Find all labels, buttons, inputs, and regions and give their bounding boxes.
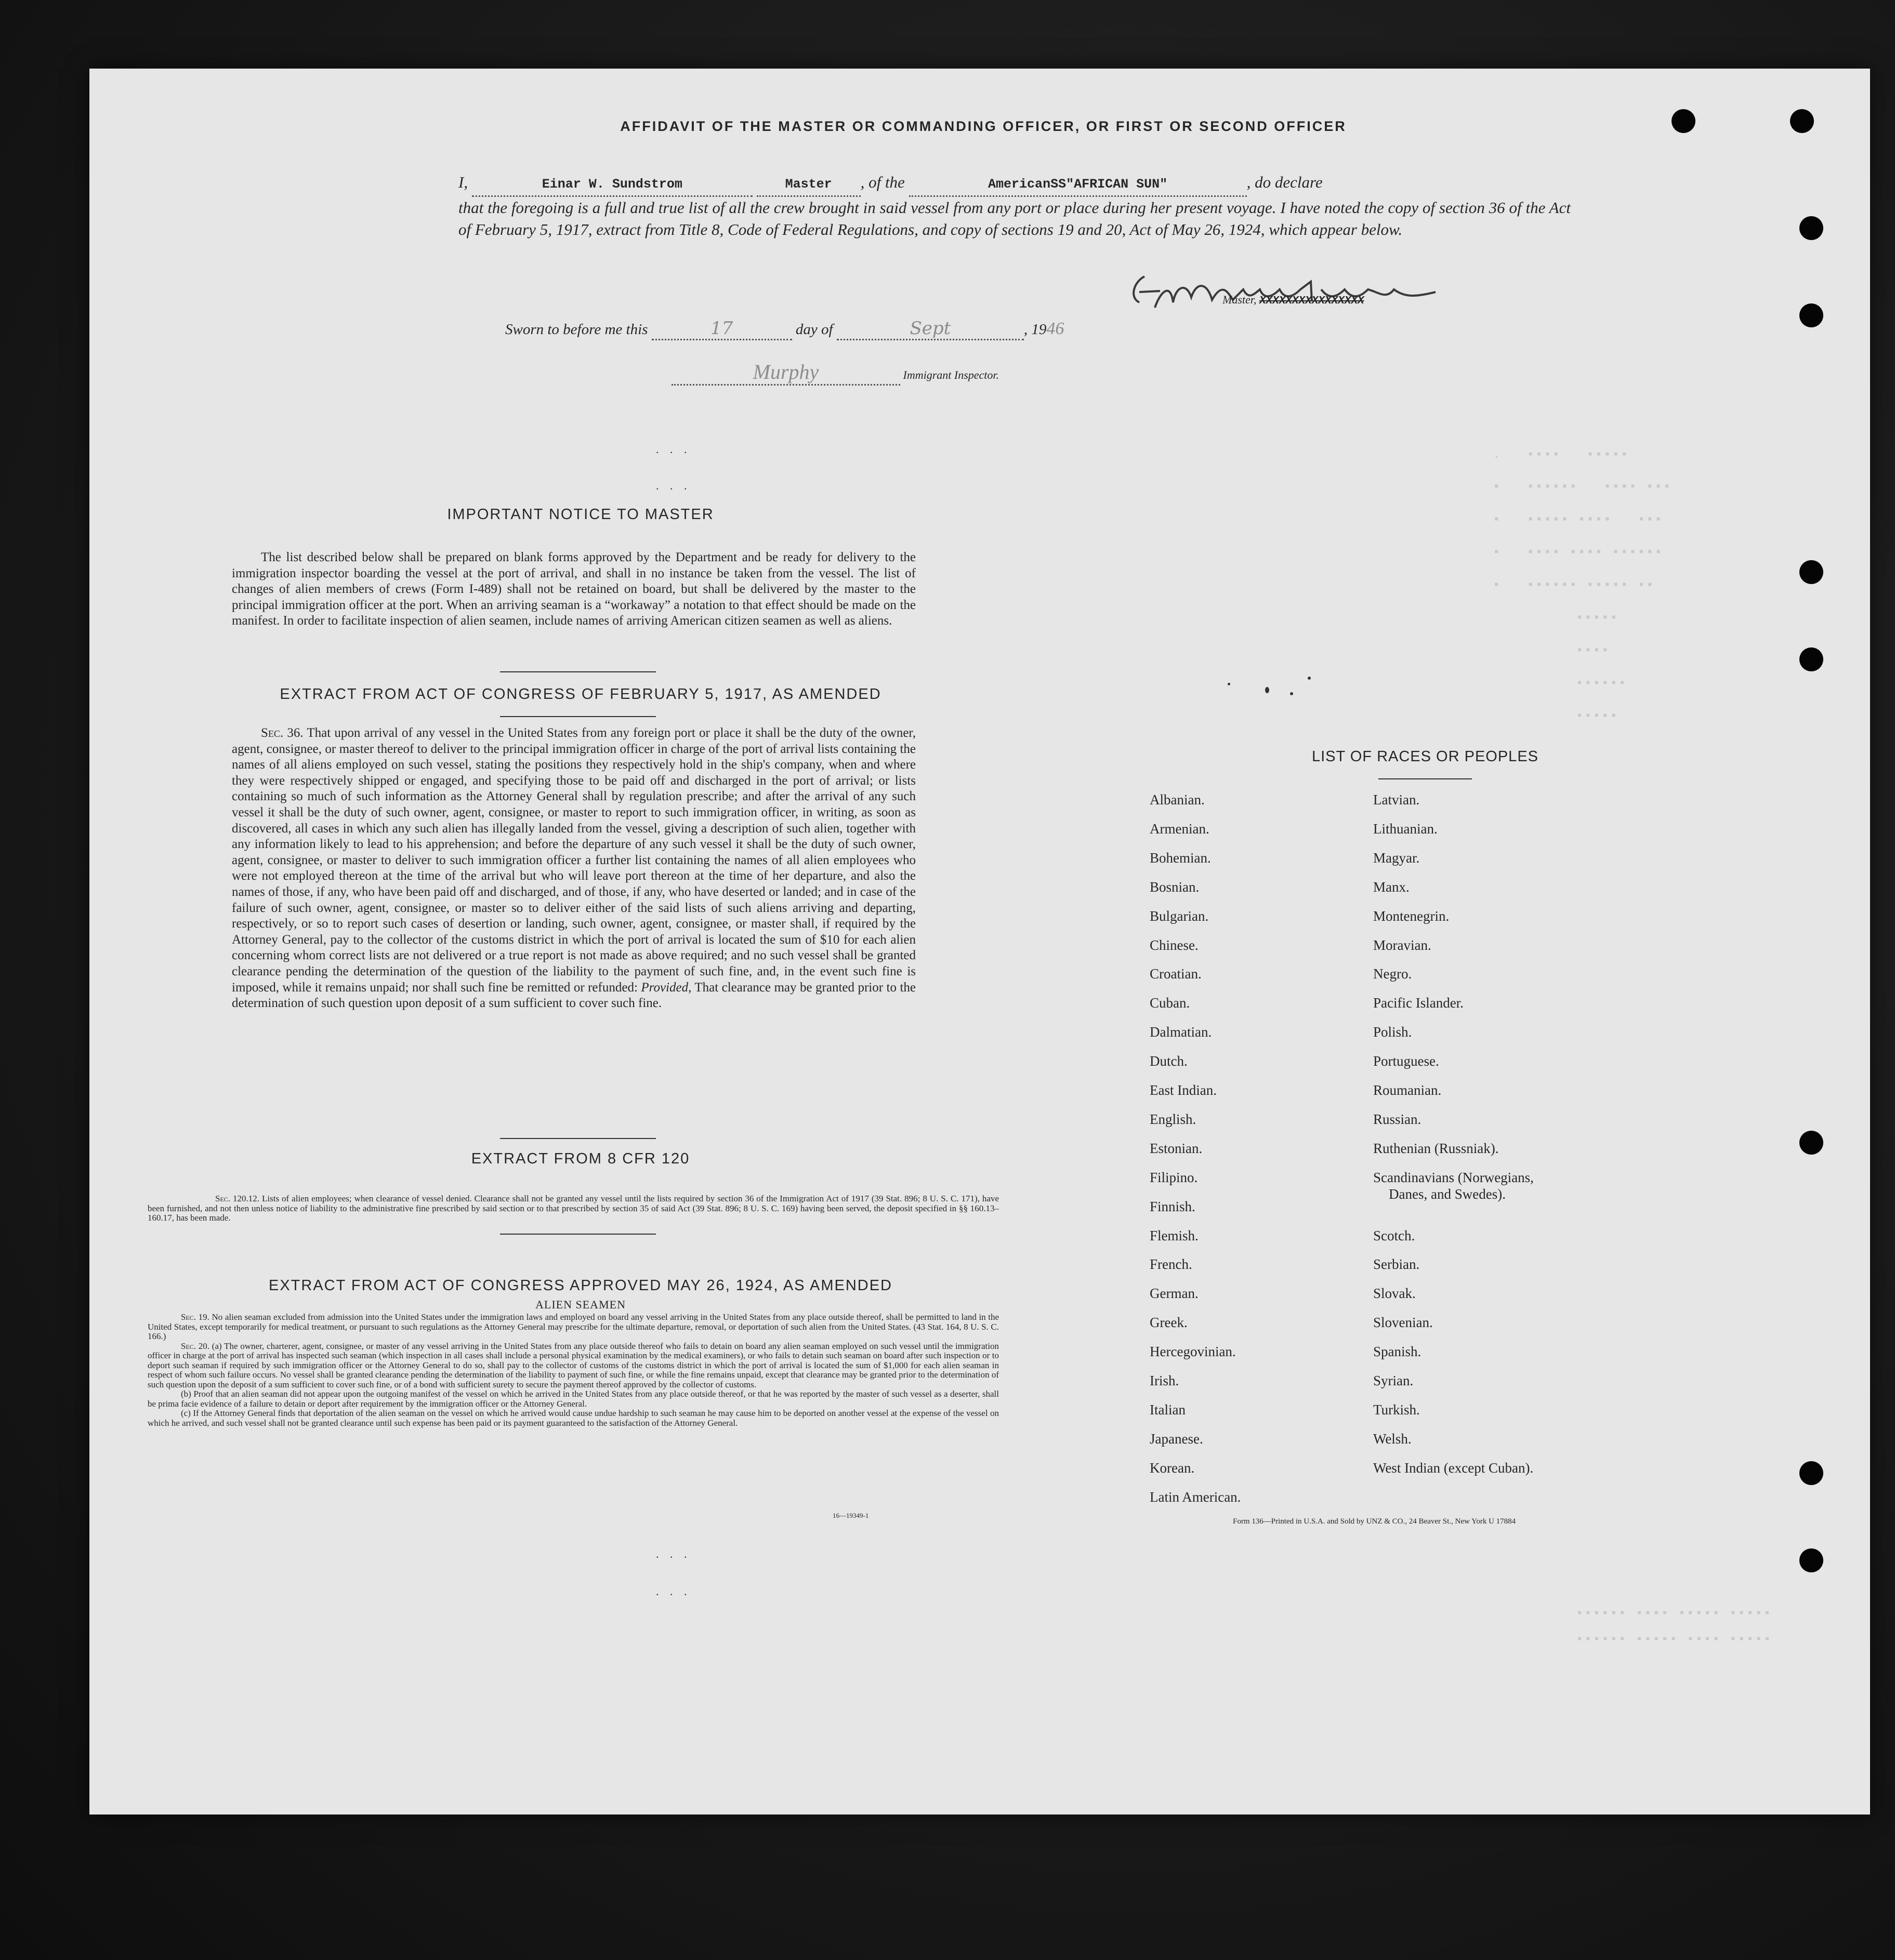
sworn-month-field: Sept	[837, 318, 1024, 340]
race-item: Roumanian.	[1373, 1082, 1442, 1098]
punch-hole	[1799, 647, 1823, 671]
race-item: Scotch.	[1373, 1227, 1415, 1243]
speck	[1228, 683, 1230, 685]
vessel-name-field: AmericanSS"AFRICAN SUN"	[909, 174, 1247, 197]
affidavit-body: that the foregoing is a full and true list of all the crew brought in said vessel from any port or place during her present voyage. I have noted the copy of section 36 of the Act of February 5, 1917, extract from Title 8, Code of Federal Regulations, and copy of sections 19 and 20, Act of May 26, 1924, which appear below.	[458, 198, 1571, 239]
race-item: East Indian.	[1150, 1082, 1217, 1098]
punch-hole	[1799, 560, 1823, 584]
race-item: Syrian.	[1373, 1373, 1414, 1388]
race-item: Portuguese.	[1373, 1053, 1439, 1069]
bleed-through: ▪▪▪▪▪	[1576, 611, 1619, 625]
punch-hole	[1799, 216, 1823, 240]
bleed-through: ▪▪▪▪▪▪ ▪▪▪▪ ▪▪▪▪▪ ▪▪▪▪▪	[1576, 1607, 1772, 1621]
year-suffix: 46	[1046, 319, 1064, 338]
race-item: Finnish.	[1150, 1198, 1195, 1214]
race-item: Bohemian.	[1150, 850, 1211, 866]
race-item: Scandinavians (Norwegians,	[1373, 1169, 1534, 1185]
race-item: West Indian (except Cuban).	[1373, 1460, 1534, 1476]
race-item: Latvian.	[1373, 792, 1420, 807]
extract-cfr-heading: EXTRACT FROM 8 CFR 120	[471, 1150, 690, 1167]
margin-dots: . . .	[656, 443, 691, 456]
bleed-through: ▪▪▪▪▪	[1576, 709, 1619, 723]
race-item: Croatian.	[1150, 966, 1202, 982]
sworn-day-field: 17	[652, 318, 792, 340]
of-the-label: , of the	[860, 173, 905, 191]
race-item: Turkish.	[1373, 1401, 1420, 1418]
master-caption	[1222, 293, 1364, 307]
race-item: English.	[1150, 1111, 1196, 1127]
bleed-through: ▪ ▪▪▪▪ ▪▪▪▪ ▪▪▪▪▪▪	[1493, 546, 1664, 560]
extract-1924-heading: EXTRACT FROM ACT OF CONGRESS APPROVED MAY 26, 1924, AS AMENDED	[269, 1277, 892, 1294]
race-item: Lithuanian.	[1373, 820, 1438, 837]
do-declare-label: , do declare	[1246, 173, 1323, 191]
race-item: Chinese.	[1150, 937, 1199, 953]
inspector-label: Immigrant Inspector.	[903, 368, 999, 381]
sworn-line	[505, 318, 1064, 340]
race-item: Latin American.	[1150, 1489, 1241, 1505]
race-item: Armenian.	[1150, 820, 1209, 837]
race-item: Cuban.	[1150, 995, 1190, 1011]
affidavit-declaration	[458, 171, 1571, 241]
punch-hole	[1672, 109, 1695, 133]
document-page	[89, 69, 1870, 1815]
print-code: 16—19349-1	[833, 1512, 869, 1519]
form-footer: Form 136—Printed in U.S.A. and Sold by UNZ & CO., 24 Beaver St., New York U 17884	[1233, 1517, 1516, 1526]
notice-heading: IMPORTANT NOTICE TO MASTER	[447, 506, 714, 523]
race-item: Bulgarian.	[1150, 908, 1209, 924]
i-label: I,	[458, 173, 468, 191]
sec-20b-para: (b) Proof that an alien seaman did not appear upon the outgoing manifest of the vessel on which he arrived in the United States from any place outside thereof, or that he was reported by the master of such vessel as a deserter, shall be prima facie evidence of a failure to detain or deport after requirement by the immigration officer or the Attorney General.	[148, 1389, 999, 1409]
extract-1917-heading: EXTRACT FROM ACT OF CONGRESS OF FEBRUARY 5, 1917, AS AMENDED	[280, 686, 881, 703]
race-item: Dalmatian.	[1150, 1024, 1212, 1040]
race-item: Filipino.	[1150, 1169, 1198, 1185]
inspector-line	[672, 360, 999, 386]
race-item: Moravian.	[1373, 937, 1431, 953]
bleed-through: . ▪▪▪▪ ▪▪▪▪▪	[1493, 448, 1629, 462]
race-item: Polish.	[1373, 1024, 1412, 1040]
race-item: Montenegrin.	[1373, 908, 1450, 924]
sworn-label: Sworn to before me this	[505, 321, 648, 338]
race-item: French.	[1150, 1256, 1192, 1273]
extract-1917-text	[232, 725, 916, 1012]
race-item: Ruthenian (Russniak).	[1373, 1140, 1499, 1156]
sec-120-body: Lists of alien employees; when clearance of vessel denied. Clearance shall not be granted any vessel until the lists required by section 36 of the Immigration Act of 1917 (39 Stat. 896; 8 U. S. C. 171), have been furnished, and not then unless notice of liability to the administrative fine prescribed by said section or to that prescribed by section 35 of said Act (39 Stat. 896; 8 U. S. C. 169) having been served, the deposit specified in §§ 160.13–160.17, has been made.	[148, 1194, 999, 1223]
race-item: Spanish.	[1373, 1344, 1422, 1360]
race-item: Hercegovinian.	[1150, 1344, 1236, 1360]
divider	[500, 1138, 656, 1139]
bleed-through: ▪ ▪▪▪▪▪▪ ▪▪▪▪▪ ▪▪	[1493, 578, 1655, 592]
speck	[1290, 692, 1293, 695]
race-item: Magyar.	[1373, 850, 1420, 866]
divider	[1378, 778, 1472, 779]
divider	[500, 1234, 656, 1235]
race-item: Bosnian.	[1150, 879, 1200, 895]
sec-36-end: That clearance may be granted prior to the determination of such question upon deposit of a sum sufficient to cover such fine.	[232, 980, 916, 1011]
punch-hole	[1799, 1548, 1823, 1572]
race-item: Irish.	[1150, 1373, 1179, 1388]
master-name-field: Einar W. Sundstrom	[472, 174, 753, 197]
race-item: Greek.	[1150, 1315, 1188, 1331]
divider	[500, 671, 656, 672]
punch-hole	[1799, 303, 1823, 327]
race-item: Japanese.	[1150, 1431, 1203, 1447]
race-item: Danes, and Swedes).	[1389, 1186, 1506, 1202]
affidavit-heading: AFFIDAVIT OF THE MASTER OR COMMANDING OFFICER, OR FIRST OR SECOND OFFICER	[620, 118, 1347, 134]
punch-hole	[1799, 1131, 1823, 1155]
sec-19-label: Sec. 19.	[181, 1312, 209, 1322]
extract-1924-text	[148, 1313, 999, 1428]
inspector-signature: Murphy	[672, 360, 900, 386]
year-prefix: , 19	[1023, 321, 1047, 338]
bleed-through: ▪ ▪▪▪▪▪▪ ▪▪▪▪ ▪▪▪	[1493, 480, 1672, 494]
race-item: Pacific Islander.	[1373, 995, 1464, 1011]
race-item: Albanian.	[1150, 792, 1205, 807]
bleed-through: ▪▪▪▪▪▪	[1576, 677, 1627, 691]
speck	[1308, 677, 1311, 680]
sec-120-label: Sec. 120.12.	[215, 1194, 260, 1203]
master-signature	[1124, 261, 1456, 323]
sec-20c-para: (c) If the Attorney General finds that deportation of the alien seaman on the vessel on which he arrived would cause undue hardship to such seaman he may cause him to be deported on another vessel at the expense of the vessel on which he arrived, and such vessel shall not be granted clearance until such expense has been paid or its payment guaranteed to the satisfaction of the Attorney General.	[148, 1408, 999, 1428]
speck	[1265, 687, 1269, 693]
bleed-through: ▪▪▪▪▪▪ ▪▪▪▪▪ ▪▪▪▪ ▪▪▪▪▪	[1576, 1633, 1772, 1647]
race-item: Dutch.	[1150, 1053, 1188, 1069]
races-heading: LIST OF RACES OR PEOPLES	[1311, 748, 1539, 765]
margin-dots: . . .	[656, 1585, 691, 1598]
margin-dots: . . .	[656, 1547, 691, 1560]
provided-label: Provided,	[641, 980, 692, 995]
alien-seamen-subheading: ALIEN SEAMEN	[535, 1298, 626, 1311]
punch-hole	[1790, 109, 1814, 133]
race-item: Korean.	[1150, 1460, 1195, 1476]
sec-20a-body: (a) The owner, charterer, agent, consignee, or master of any vessel arriving in the United States from any place outside thereof who fails to detain on board any alien seaman employed on such vessel until the immigration officer in charge at the port of arrival has inspected such seaman (which inspection in all cases shall include a personal physical examination by the medical examiners), or who fails to detain such seaman on board after such inspection or to deport such seaman if required by such immigration officer or the Attorney General to do so, shall pay to the collector of customs of the customs district in which the port of arrival is located the sum of $1,000 for each alien seaman in respect of whom such failure occurs. No vessel shall be granted clearance pending the determination of the liability to payment of such fine, or while the fine remains unpaid, except that clearance may be granted prior to the determination of such question upon the deposit of a sum sufficient to cover such fine, or of a bond with sufficient surety to secure the payment thereof approved by the collector of customs.	[148, 1341, 999, 1389]
margin-dots: . . .	[656, 479, 691, 492]
race-item: Flemish.	[1150, 1227, 1199, 1243]
race-item: Russian.	[1373, 1111, 1422, 1127]
notice-text: The list described below shall be prepared on blank forms approved by the Department and be ready for delivery to the immigration inspector boarding the vessel at the port of arrival, and shall in no instance be taken from the vessel. The list of changes of alien members of crews (Form I-489) shall not be retained on board, but shall be delivered by the master to the principal immigration officer at the port. When an arriving seaman is a “workaway” a notation to that effect should be made on the manifest. In order to facilitate inspection of alien seamen, include names of arriving American citizen seamen as well as aliens.	[232, 550, 916, 628]
sec-20a-para	[148, 1342, 999, 1390]
divider	[500, 716, 656, 717]
race-item: Manx.	[1373, 879, 1410, 895]
sec-36-label: Sec. 36.	[261, 726, 304, 740]
sec-19-body: No alien seaman excluded from admission into the United States under the immigration laws and employed on board any vessel arriving in the United States from any place outside thereof, shall be permitted to land in the United States, except temporarily for medical treatment, or pursuant to such regulations as the Attorney General may prescribe for the ultimate departure, removal, or deportation of such alien from the United States. (43 Stat. 164, 8 U. S. C. 166.)	[148, 1312, 999, 1341]
race-item: Welsh.	[1373, 1431, 1412, 1447]
master-struck-text: XXXXXXXXXXXXXXXX	[1259, 295, 1364, 307]
race-item: Estonian.	[1150, 1140, 1203, 1156]
race-item: Slovak.	[1373, 1286, 1416, 1302]
bleed-through: ▪▪▪▪	[1576, 644, 1610, 658]
sec-19-para	[148, 1313, 999, 1342]
bleed-through: ▪ ▪▪▪▪▪ ▪▪▪▪ ▪▪▪	[1493, 513, 1664, 527]
race-item: Serbian.	[1373, 1256, 1420, 1273]
race-item: Slovenian.	[1373, 1315, 1433, 1331]
punch-hole	[1799, 1461, 1823, 1485]
day-of-label: day of	[795, 321, 833, 338]
master-label: Master,	[1222, 293, 1257, 306]
race-item: Negro.	[1373, 966, 1412, 982]
extract-cfr-text	[148, 1194, 999, 1223]
rank-field: Master	[757, 174, 861, 197]
sec-36-body: That upon arrival of any vessel in the United States from any foreign port or place it shall be the duty of the owner, agent, consignee, or master thereof to deliver to the principal immigration officer in charge of the port of arrival lists containing the names of all aliens employed on such vessel, stating the positions they respectively hold in the ship's company, when and where they were respectively shipped or engaged, and specifying those to be paid off and discharged in the port of arrival; or lists containing so much of such information as the Attorney General shall by regulation prescribe; and after the arrival of any such vessel it shall be the duty of such owner, agent, consignee, or master to report to such immigration officer, in writing, as soon as discovered, all cases in which any such alien has illegally landed from the vessel, giving a description of such alien, together with any information likely to lead to his apprehension; and before the departure of any such vessel it shall be the duty of such owner, agent, consignee, or master to deliver to such immigration officer a further list containing the names of all alien employees who were not employed thereon at the time of the arrival but who will leave port thereon at the time of her departure, and also the names of those, if any, who have been paid off and discharged, and of those, if any, who have deserted or landed; and in case of the failure of such owner, agent, consignee, or master so to deliver either of the said lists of such aliens arriving and departing, respectively, or so to report such cases of desertion or landing, such owner, agent, consignee, or master shall, if required by the Attorney General, pay to the collector of the customs district in which the port of arrival is located the sum of $10 for each alien concerning whom correct lists are not delivered or a true report is not made as above required; and no such vessel shall be granted clearance pending the determination of the question of the liability to the payment of such fine, and, in the event such fine is imposed, while it remains unpaid; nor shall such fine be remitted or refunded:	[232, 726, 916, 995]
race-item: Italian	[1150, 1401, 1186, 1418]
sec-20-label: Sec. 20.	[181, 1341, 210, 1351]
race-item: German.	[1150, 1286, 1199, 1302]
